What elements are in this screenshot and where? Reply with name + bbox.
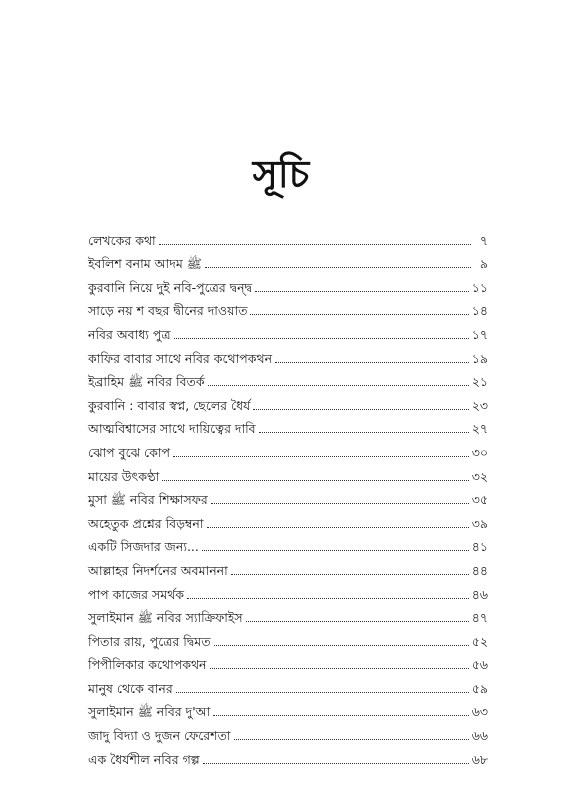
toc-entry-page-number: ৪১ — [471, 539, 488, 555]
toc-entry-title: আত্মবিশ্বাসের সাথে দায়িত্বের দাবি — [88, 421, 256, 437]
toc-entry-page-number: ৪৬ — [471, 586, 488, 602]
toc-entry-title: অহেতুক প্রশ্নের বিড়ম্বনা — [88, 515, 204, 531]
toc-entry-title: নবির অবাধ্য পুত্র — [88, 326, 171, 342]
toc-entry — [88, 390, 488, 414]
toc-entry-page-number: ১১ — [471, 279, 488, 295]
toc-entry-title: কুরবানি নিয়ে দুই নবি-পুত্রের দ্বন্দ্ব — [88, 279, 253, 295]
dot-leader — [176, 692, 469, 693]
dot-leader — [250, 314, 468, 315]
toc-entry-page-number: ২১ — [471, 374, 488, 390]
toc-entry-page-number: ২৭ — [471, 421, 488, 437]
toc-entry — [88, 673, 488, 697]
toc-entry-title: ইবলিশ বনাম আদম ﷺ — [88, 256, 202, 272]
toc-entry-title: পিপীলিকার কথোপকথন — [88, 657, 207, 673]
toc-entry — [88, 485, 488, 509]
dot-leader — [259, 432, 469, 433]
toc-entry-title: এক ধৈর্যশীল নবির গল্প — [88, 751, 200, 767]
toc-entry-title: মুসা ﷺ নবির শিক্ষাসফর — [88, 492, 208, 508]
toc-entry-title: ইব্রাহিম ﷺ নবির বিতর্ক — [88, 374, 205, 390]
toc-entry — [88, 579, 488, 603]
toc-entry-page-number: ৫৯ — [471, 680, 488, 696]
toc-entry — [88, 296, 488, 320]
dot-leader — [187, 598, 469, 599]
toc-entry — [88, 744, 488, 768]
toc-entry-title: ঝোপ বুঝে কোপ — [88, 444, 170, 460]
toc-entry — [88, 367, 488, 391]
toc-entry — [88, 720, 488, 744]
toc-entry-page-number: ৩০ — [471, 444, 488, 460]
toc-entry-title: সুলাইমান ﷺ নবির স্যাক্রিফাইস — [88, 610, 243, 626]
toc-entry — [88, 603, 488, 627]
toc-entry — [88, 225, 488, 249]
dot-leader — [203, 763, 469, 764]
dot-leader — [159, 244, 471, 245]
toc-entry-page-number: ৬৬ — [471, 728, 488, 744]
toc-entry — [88, 343, 488, 367]
dot-leader — [173, 456, 469, 457]
dot-leader — [246, 621, 469, 622]
toc-entry-page-number: ৫২ — [471, 633, 488, 649]
toc-entry — [88, 508, 488, 532]
toc-entry — [88, 461, 488, 485]
toc-entry-title: পিতার রায়, পুত্রের দ্বিমত — [88, 633, 211, 649]
toc-entry — [88, 249, 488, 273]
dot-leader — [210, 668, 469, 669]
dot-leader — [255, 291, 469, 292]
dot-leader — [275, 362, 469, 363]
toc-entry-page-number: ৭ — [479, 232, 488, 248]
toc-entry-title: জাদু বিদ্যা ও দুজন ফেরেশতা — [88, 728, 231, 744]
toc-entry-page-number: ২৩ — [471, 397, 488, 413]
toc-entry — [88, 319, 488, 343]
page-title: সূচি — [252, 151, 310, 196]
table-of-contents — [88, 225, 488, 768]
toc-entry — [88, 650, 488, 674]
toc-entry-title: আল্লাহর নিদর্শনের অবমাননা — [88, 562, 228, 578]
toc-entry-title: পাপ কাজের সমর্থক — [88, 586, 185, 602]
toc-entry-page-number: ৩২ — [471, 468, 488, 484]
toc-entry-title: মানুষ থেকে বানর — [88, 680, 173, 696]
dot-leader — [202, 550, 469, 551]
dot-leader — [253, 409, 468, 410]
dot-leader — [162, 480, 468, 481]
toc-entry-title: মায়ের উৎকণ্ঠা — [88, 468, 160, 484]
toc-entry-page-number: ৩৫ — [471, 492, 488, 508]
toc-entry-page-number: ১৪ — [471, 303, 488, 319]
toc-entry — [88, 697, 488, 721]
dot-leader — [208, 385, 469, 386]
dot-leader — [211, 503, 469, 504]
toc-entry — [88, 437, 488, 461]
toc-entry-page-number: ৬৮ — [471, 751, 488, 767]
toc-entry — [88, 532, 488, 556]
dot-leader — [174, 338, 469, 339]
toc-entry — [88, 626, 488, 650]
toc-entry — [88, 555, 488, 579]
toc-entry-title: কাফির বাবার সাথে নবির কথোপকথন — [88, 350, 273, 366]
toc-entry-title: কুরবানি : বাবার স্বপ্ন, ছেলের ধৈর্য — [88, 397, 251, 413]
toc-entry-page-number: ১৯ — [471, 350, 488, 366]
dot-leader — [205, 267, 471, 268]
dot-leader — [234, 739, 469, 740]
toc-entry-title: সাড়ে নয় শ বছর দ্বীনের দাওয়াত — [88, 303, 248, 319]
toc-entry — [88, 414, 488, 438]
toc-entry-page-number: ৫৬ — [471, 657, 488, 673]
toc-entry-title: লেখকের কথা — [88, 232, 156, 248]
dot-leader — [214, 645, 469, 646]
dot-leader — [231, 574, 469, 575]
toc-entry-page-number: ৯ — [479, 256, 488, 272]
toc-entry-page-number: ৩৯ — [471, 515, 488, 531]
toc-entry — [88, 272, 488, 296]
toc-entry-title: একটি সিজদার জন্য... — [88, 539, 199, 555]
dot-leader — [207, 527, 469, 528]
toc-entry-title: সুলাইমান ﷺ নবির দু'আ — [88, 704, 211, 720]
toc-entry-page-number: ৬৩ — [471, 704, 488, 720]
toc-entry-page-number: ৪৪ — [471, 562, 488, 578]
toc-entry-page-number: ৪৭ — [471, 610, 488, 626]
dot-leader — [213, 715, 469, 716]
toc-entry-page-number: ১৭ — [471, 326, 488, 342]
